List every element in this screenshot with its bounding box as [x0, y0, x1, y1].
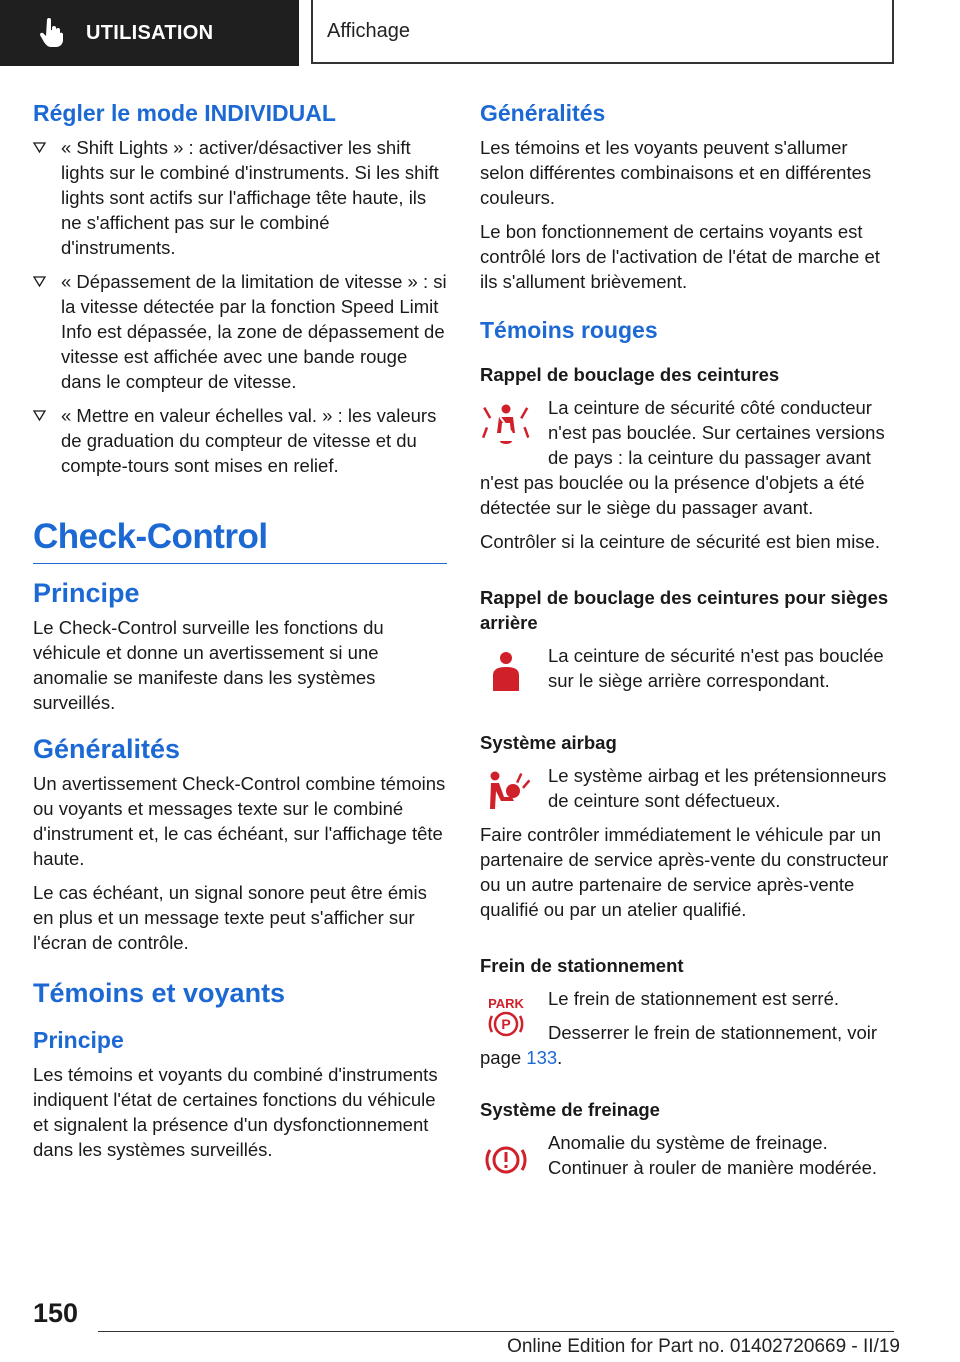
- list-item-text: « Shift Lights » : activer/désactiver les shift lights sur le combiné d'instruments. Si les shift lights sont actifs sur l'affichage tête haute, ils ne s'affichent pas sur le combiné d'instruments.: [61, 137, 439, 258]
- triangle-bullet-icon: [33, 409, 46, 422]
- temoins-principe-heading: Principe: [33, 1027, 124, 1053]
- brake-system-entry: [480, 1130, 896, 1189]
- footer-divider: [98, 1331, 894, 1332]
- parking-brake-icon: [482, 992, 530, 1040]
- edition-note: Online Edition for Part no. 01402720669 - II/19: [507, 1336, 900, 1357]
- brake-warning-icon: [482, 1136, 530, 1184]
- airbag-warning-icon: [482, 769, 530, 817]
- generalites-paragraph-1: Un avertissement Check-Control combine témoins ou voyants et messages texte sur le combiné d'instrument et, le cas échéant, sur l'affichage tête haute.: [33, 773, 446, 869]
- page-header: [0, 0, 960, 66]
- generalites-heading: Généralités: [33, 734, 181, 764]
- parking-brake-entry: [480, 986, 896, 1079]
- seatbelt-heading: Rappel de bouclage des ceintures: [480, 364, 780, 385]
- section-title: UTILISATION: [86, 21, 214, 44]
- individual-options-list: [33, 135, 447, 478]
- parking-brake-heading: Frein de stationnement: [480, 955, 684, 976]
- temoins-heading: Témoins et voyants: [33, 978, 286, 1008]
- list-item: [33, 403, 447, 478]
- generalites-paragraph-2: Le cas échéant, un signal sonore peut être émis en plus et un message texte peut s'afficher sur l'écran de contrôle.: [33, 882, 427, 953]
- parking-text-suffix: .: [557, 1047, 563, 1068]
- seatbelt-warning-icon: [482, 401, 530, 449]
- section-tab: [0, 0, 299, 66]
- seatbelt-entry: [480, 395, 896, 529]
- temoins-rouges-heading: Témoins rouges: [480, 317, 658, 343]
- airbag-text-2: Faire contrôler immédiatement le véhicule par un partenaire de service après-vente du constructeur ou un autre partenaire de service après-vente qualifié ou par un atelier qualifié.: [480, 824, 889, 920]
- triangle-bullet-icon: [33, 275, 46, 288]
- rear-seat-text: La ceinture de sécurité n'est pas bouclée sur le siège arrière correspondant.: [548, 645, 884, 691]
- chapter-tab: [311, 0, 894, 64]
- brake-system-text: Anomalie du système de freinage. Continuer à rouler de manière modérée.: [548, 1132, 878, 1178]
- list-item-text: « Dépassement de la limitation de vitesse » : si la vitesse détectée par la fonction Speed Limit Info est dépassée, la zone de dépassement de vitesse est affichée avec une bande rouge dans le compteur de vitesse.: [61, 271, 447, 392]
- rear-seat-belt-icon: [482, 649, 530, 697]
- parking-brake-text: Le frein de stationnement est serré.: [548, 988, 840, 1009]
- right-generalites-heading: Généralités: [480, 100, 606, 126]
- triangle-bullet-icon: [33, 141, 46, 154]
- parking-icon-label: PARK: [488, 996, 524, 1011]
- hand-pointer-icon: [38, 18, 64, 48]
- airbag-heading: Système airbag: [480, 732, 617, 753]
- parking-icon-letter: P: [501, 1016, 511, 1032]
- seatbelt-text-2: Contrôler si la ceinture de sécurité est bien mise.: [480, 531, 880, 552]
- parking-text-prefix: Desserrer le frein de stationnement, voir page: [480, 1022, 878, 1068]
- list-item-text: « Mettre en valeur échelles val. » : les valeurs de graduation du compteur de vitesse et du compte-tours sont mises en relief.: [61, 405, 437, 476]
- right-generalites-paragraph-1: Les témoins et les voyants peuvent s'allumer selon différentes combinaisons et en différentes couleurs.: [480, 137, 872, 208]
- list-item: [33, 269, 447, 394]
- airbag-text: Le système airbag et les prétensionneurs de ceinture sont défectueux.: [548, 765, 887, 811]
- rear-seat-heading: Rappel de bouclage des ceintures pour sièges arrière: [480, 587, 889, 633]
- individual-heading: Régler le mode INDIVIDUAL: [33, 100, 336, 126]
- page-number: 150: [33, 1298, 79, 1328]
- brake-system-heading: Système de freinage: [480, 1099, 660, 1120]
- chapter-title: Affichage: [327, 19, 411, 42]
- rear-seat-entry: [480, 643, 896, 702]
- right-column: [480, 100, 896, 1189]
- principe-heading: Principe: [33, 578, 140, 608]
- airbag-entry: [480, 763, 896, 931]
- seatbelt-text: La ceinture de sécurité côté conducteur n'est pas bouclée. Sur certaines versions de pays : la ceinture du passager avant n'est pas bouclée ou la présence d'objets a été détectée sur le siège du passager avant.: [480, 397, 885, 518]
- page-link[interactable]: 133: [526, 1047, 558, 1068]
- right-generalites-paragraph-2: Le bon fonctionnement de certains voyants est contrôlé lors de l'activation de l'état de marche et ils s'allument brièvement.: [480, 221, 880, 292]
- principe-text: Le Check-Control surveille les fonctions du véhicule et donne un avertissement si une anomalie se manifeste dans les systèmes surveillés.: [33, 617, 384, 713]
- list-item: [33, 135, 447, 260]
- temoins-principe-text: Les témoins et voyants du combiné d'instruments indiquent l'état de certaines fonctions du véhicule et signalent la présence d'un dysfonctionnement dans les systèmes surveillés.: [33, 1064, 438, 1160]
- parking-brake-text-2: [480, 1020, 896, 1070]
- check-control-title: Check-Control: [33, 517, 447, 564]
- left-column: [33, 100, 447, 1171]
